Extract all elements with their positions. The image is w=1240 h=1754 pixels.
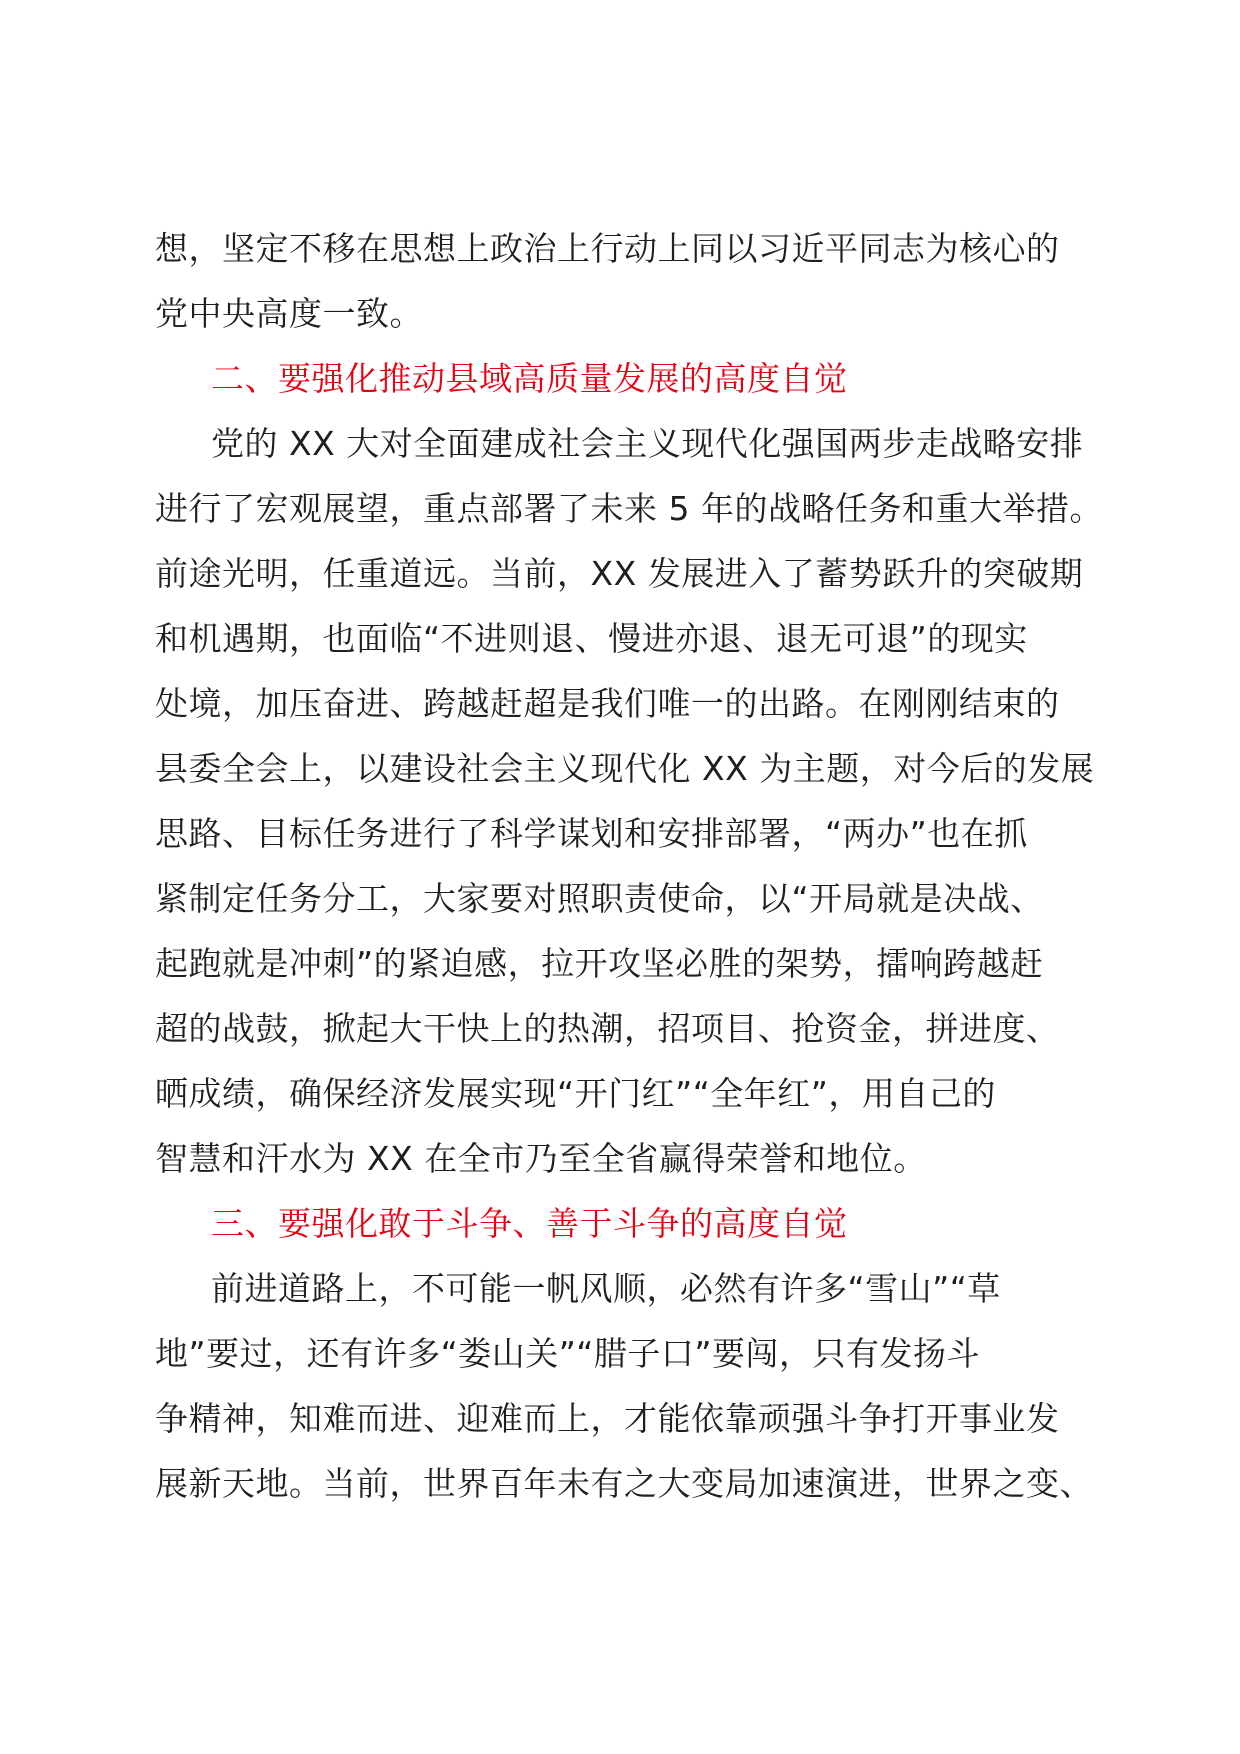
paragraph-section-2 — [155, 411, 1103, 1191]
text-line: 紧制定任务分工，大家要对照职责使命，以“开局就是决战、 — [155, 879, 1044, 918]
text-line: 争精神，知难而进、迎难而上，才能依靠顽强斗争打开事业发 — [155, 1399, 1060, 1438]
text-line: 进行了宏观展望，重点部署了未来 5 年的战略任务和重大举措。 — [155, 489, 1103, 528]
paragraph-section-3 — [155, 1256, 1093, 1516]
text-line: 处境，加压奋进、跨越赶超是我们唯一的出路。在刚刚结束的 — [155, 684, 1060, 723]
text-line: 思路、目标任务进行了科学谋划和安排部署，“两办”也在抓 — [155, 814, 1028, 853]
text-line: 地”要过，还有许多“娄山关”“腊子口”要闯，只有发扬斗 — [155, 1334, 980, 1373]
text-line: 前进道路上，不可能一帆风顺，必然有许多“雪山”“草 — [211, 1269, 1001, 1308]
text-line: 党中央高度一致。 — [155, 294, 423, 333]
section-heading-2 — [155, 346, 1090, 411]
document-body — [155, 216, 1103, 1516]
paragraph-continued — [155, 216, 1090, 346]
text-line: 超的战鼓，掀起大干快上的热潮，招项目、抢资金，拼进度、 — [155, 1009, 1060, 1048]
text-line: 县委全会上，以建设社会主义现代化 XX 为主题，对今后的发展 — [155, 749, 1095, 788]
heading-text: 三、要强化敢于斗争、善于斗争的高度自觉 — [211, 1204, 848, 1243]
text-line: 想，坚定不移在思想上政治上行动上同以习近平同志为核心的 — [155, 229, 1060, 268]
text-line: 晒成绩，确保经济发展实现“开门红”“全年红”，用自己的 — [155, 1074, 996, 1113]
text-line: 起跑就是冲刺”的紧迫感，拉开攻坚必胜的架势，擂响跨越赶 — [155, 944, 1044, 983]
text-line: 前途光明，任重道远。当前，XX 发展进入了蓄势跃升的突破期 — [155, 554, 1084, 593]
text-line: 智慧和汗水为 XX 在全市乃至全省赢得荣誉和地位。 — [155, 1139, 927, 1178]
section-heading-3 — [155, 1191, 1090, 1256]
text-line: 展新天地。当前，世界百年未有之大变局加速演进，世界之变、 — [155, 1464, 1093, 1503]
heading-text: 二、要强化推动县域高质量发展的高度自觉 — [211, 359, 848, 398]
text-line: 党的 XX 大对全面建成社会主义现代化强国两步走战略安排 — [211, 424, 1084, 463]
text-line: 和机遇期，也面临“不进则退、慢进亦退、退无可退”的现实 — [155, 619, 1028, 658]
